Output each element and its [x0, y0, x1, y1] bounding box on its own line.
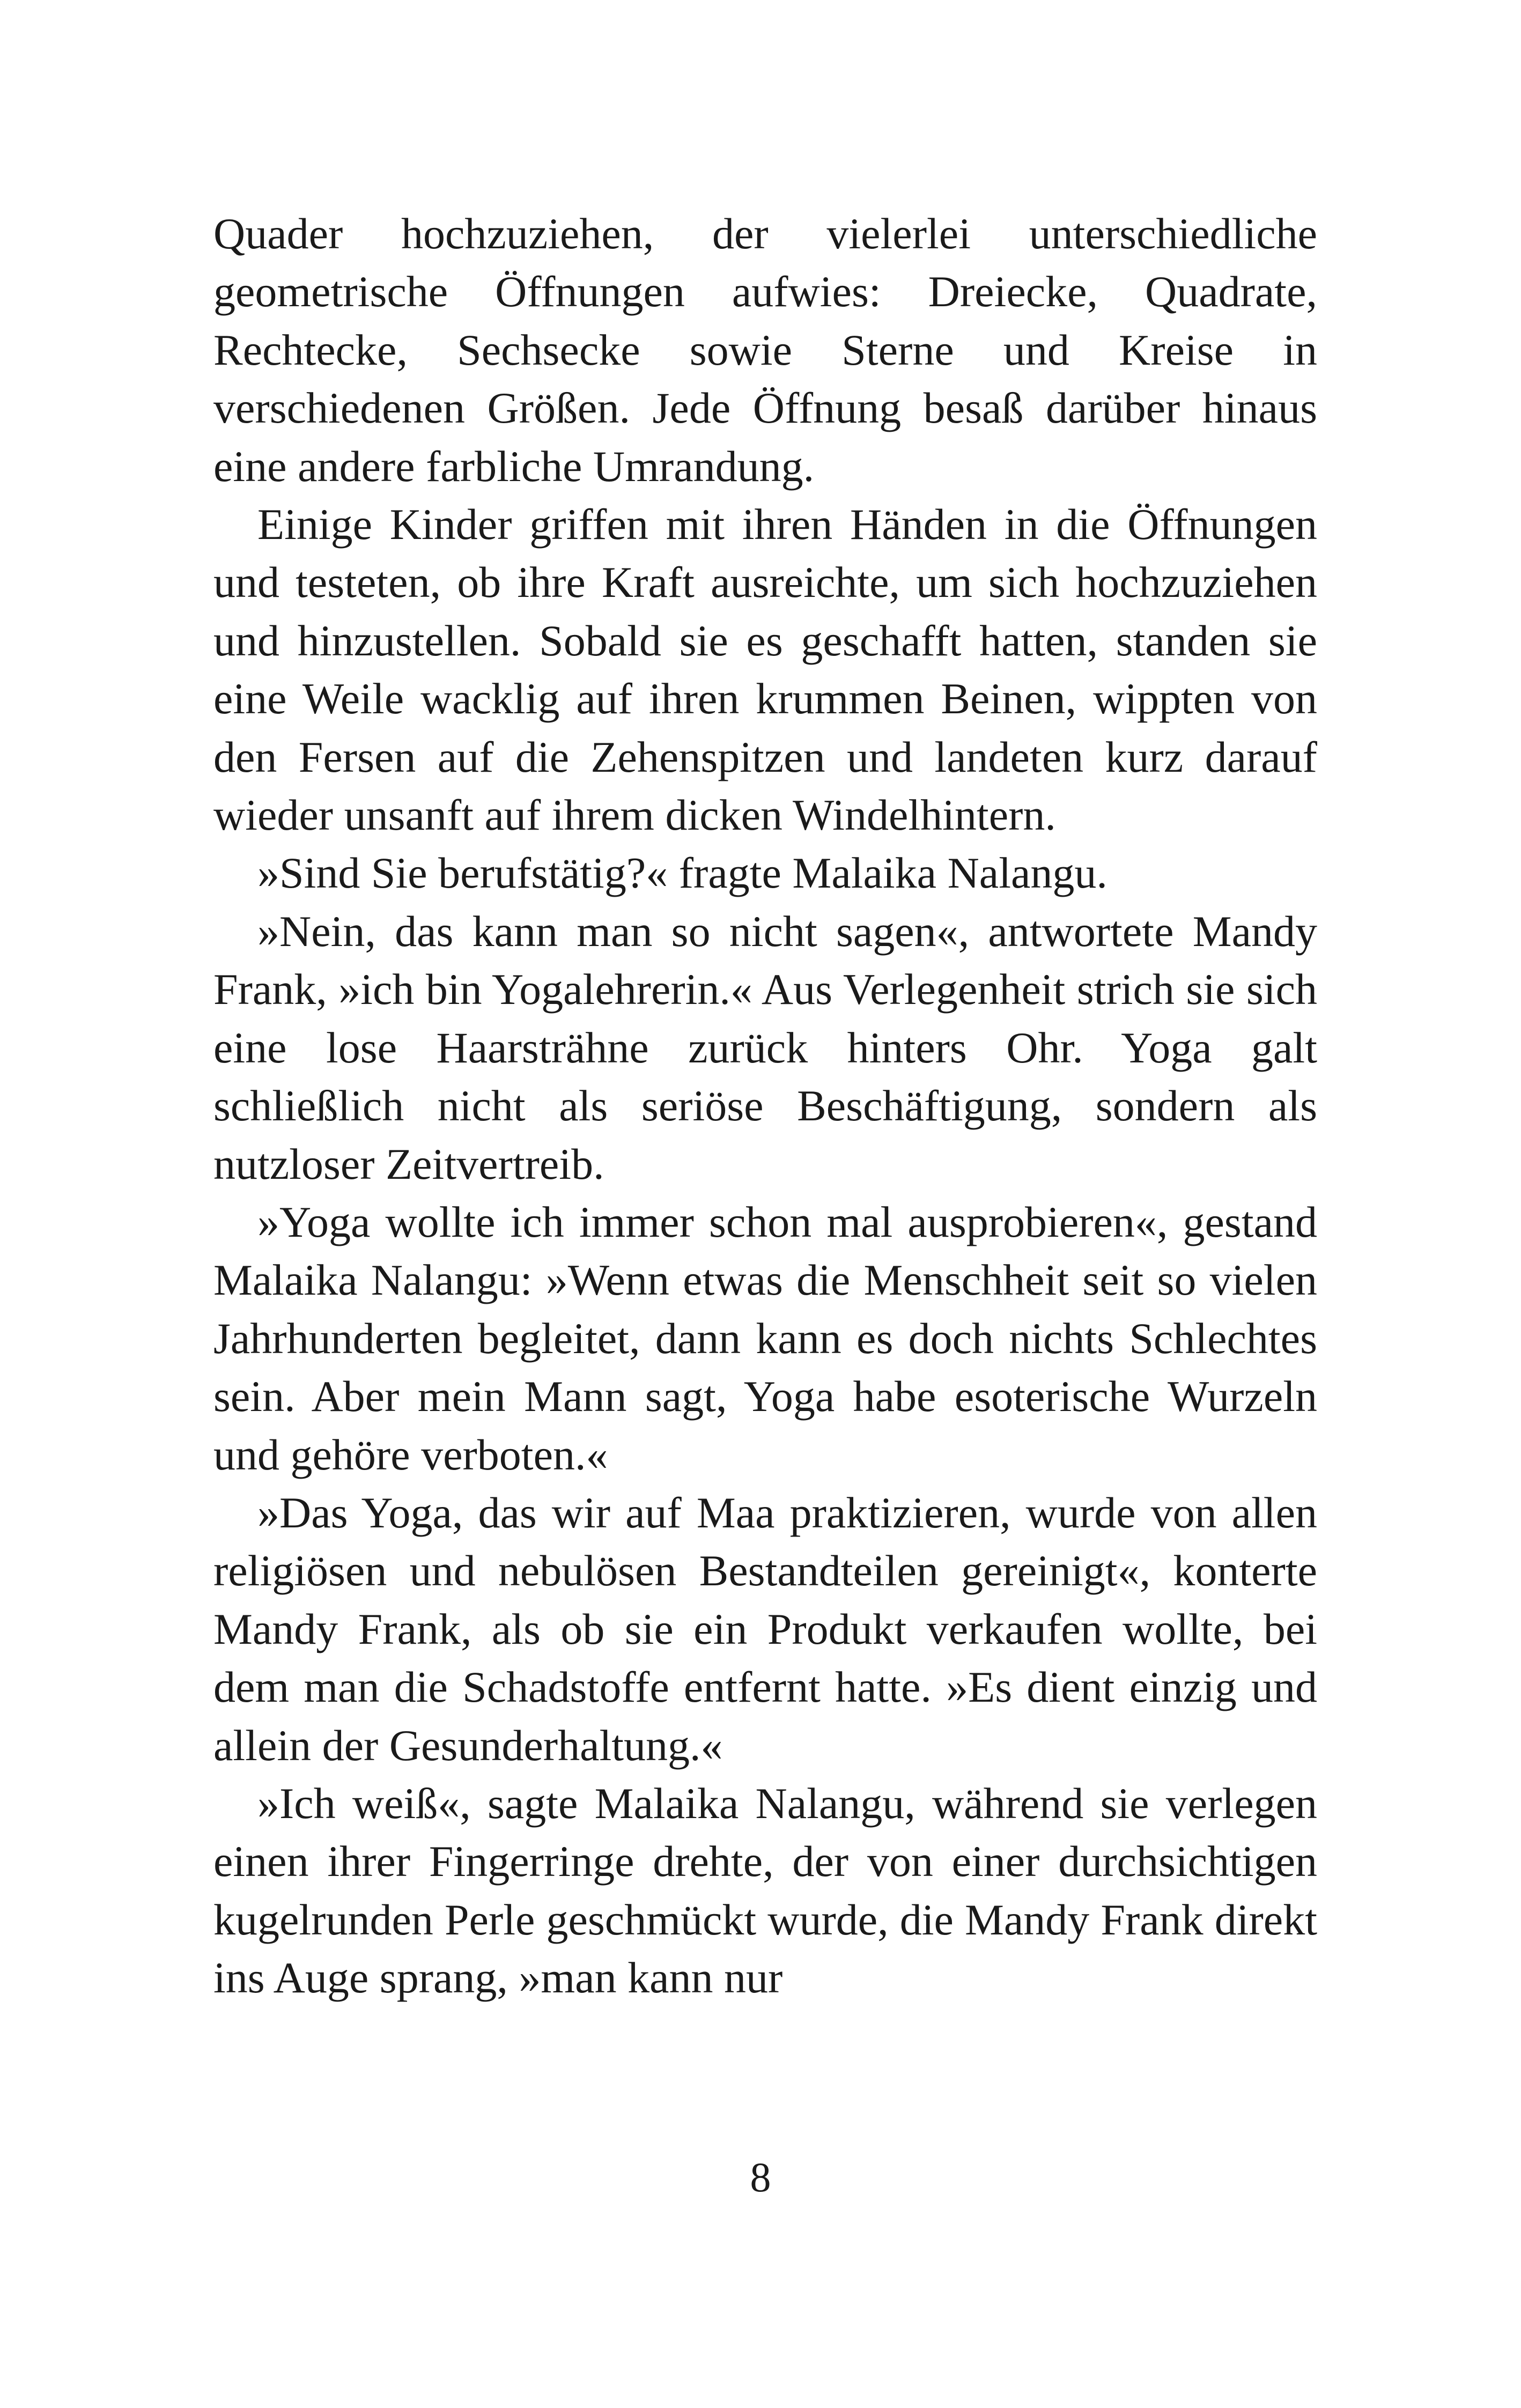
paragraph: »Yoga wollte ich immer schon mal ausprobieren«, gestand Malaika Nalangu: »Wenn etwas die Menschheit seit so vielen Jahrhunderten begleitet, dann kann es doch nichts Schlechtes sein. Aber mein Mann sagt, Yoga habe esoterische Wurzeln und gehöre verboten.« [213, 1197, 1317, 1479]
paragraph: »Nein, das kann man so nicht sagen«, antwortete Mandy Frank, »ich bin Yogalehrerin.« Aus Verlegenheit strich sie sich eine lose Haarsträhne zurück hinters Ohr. Yoga galt schließlich nicht als seriöse Beschäftigung, sondern als nutzloser Zeitvertreib. [213, 906, 1317, 1188]
paragraph: »Ich weiß«, sagte Malaika Nalangu, während sie verlegen einen ihrer Fingerringe drehte, der von einer durchsichtigen kugelrunden Perle geschmückt wurde, die Mandy Frank direkt ins Auge sprang, »man kann nur [213, 1778, 1317, 2003]
paragraph: »Sind Sie berufstätig?« fragte Malaika Nalangu. [257, 848, 1107, 898]
body-text [213, 205, 1317, 2007]
page-number: 8 [750, 2154, 771, 2200]
paragraph: Einige Kinder griffen mit ihren Händen in die Öffnungen und testeten, ob ihre Kraft ausreichte, um sich hochzuziehen und hinzustellen. Sobald sie es geschafft hatten, standen sie eine Weile wacklig auf ihren krummen Beinen, wippten von den Fersen auf die Zehenspitzen und landeten kurz darauf wieder unsanft auf ihrem dicken Windelhintern. [213, 500, 1317, 840]
paragraph: Quader hochzuziehen, der vielerlei unterschiedliche geometrische Öffnungen aufwies: Dreiecke, Quadrate, Rechtecke, Sechsecke sowie Sterne und Kreise in verschiedenen Größen. Jede Öffnung besaß darüber hinaus eine andere farbliche Umrandung. [213, 209, 1317, 491]
paragraph: »Das Yoga, das wir auf Maa praktizieren, wurde von allen religiösen und nebulösen Bestandteilen gereinigt«, konterte Mandy Frank, als ob sie ein Produkt verkaufen wollte, bei dem man die Schadstoffe entfernt hatte. »Es dient einzig und allein der Gesunderhaltung.« [213, 1488, 1317, 1770]
